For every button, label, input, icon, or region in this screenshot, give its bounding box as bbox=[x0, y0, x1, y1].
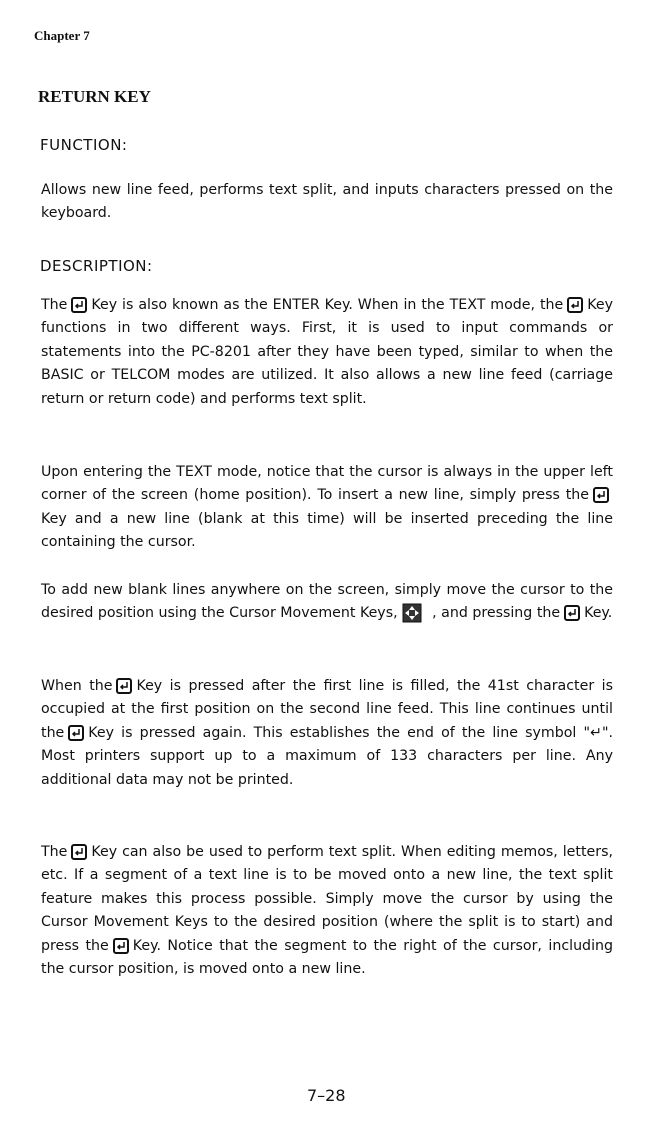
paragraph-1-part-c: Key functions in two different ways. First, it is used to input commands or statements into the PC-8201 after they have been typed, similar to when the BASIC or TELCOM modes are utilized. It also allows a new line feed (carriage return or return code) and performs text split. bbox=[41, 297, 613, 407]
paragraph-2 bbox=[41, 461, 613, 555]
return-key-icon bbox=[68, 725, 84, 741]
function-label: FUNCTION: bbox=[40, 136, 128, 154]
chapter-label: Chapter 7 bbox=[34, 28, 90, 43]
paragraph-4-part-b: Key is pressed after the first line is filled, the 41st character is occupied at the first position on the second line feed. This line continues until the bbox=[41, 678, 613, 741]
paragraph-2-part-a: Upon entering the TEXT mode, notice that the cursor is always in the upper left corner of the screen (home position). To insert a new line, simply press the bbox=[41, 464, 613, 504]
paragraph-4 bbox=[41, 675, 613, 792]
paragraph-4-part-a: When the bbox=[41, 678, 113, 694]
return-key-icon bbox=[564, 605, 580, 621]
function-text: Allows new line feed, performs text split, and inputs characters pressed on the keyboard. bbox=[41, 182, 613, 222]
page-number: 7–28 bbox=[307, 1086, 346, 1105]
cursor-movement-keys-icon bbox=[402, 603, 422, 623]
paragraph-1-part-a: The bbox=[41, 297, 68, 313]
paragraph-2-part-b: Key and a new line (blank at this time) will be inserted preceding the line containing the cursor. bbox=[41, 510, 613, 551]
paragraph-4-part-c: Key is pressed again. This establishes the end of the line symbol "↵". Most printers support up to a maximum of 133 characters per line. Any additional data may not be printed. bbox=[41, 724, 613, 788]
paragraph-3-part-a: To add new blank lines anywhere on the screen, simply move the cursor to the desired position using the Cursor Movement Keys, bbox=[41, 582, 613, 622]
return-key-icon bbox=[567, 297, 583, 313]
paragraph-3-part-c: Key. bbox=[584, 605, 613, 622]
return-key-icon bbox=[116, 678, 132, 694]
description-label: DESCRIPTION: bbox=[40, 257, 153, 275]
paragraph-3 bbox=[41, 579, 613, 626]
return-key-icon bbox=[113, 938, 129, 954]
paragraph-5-part-c: Key. Notice that the segment to the right of the cursor, including the cursor position, is moved onto a new line. bbox=[41, 937, 614, 978]
return-key-icon bbox=[71, 297, 87, 313]
section-heading: RETURN KEY bbox=[38, 87, 151, 106]
paragraph-1-part-b: Key is also known as the ENTER Key. When in the TEXT mode, the bbox=[91, 297, 564, 313]
paragraph-5-part-a: The bbox=[41, 844, 68, 860]
paragraph-5-part-b: Key can also be used to perform text split. When editing memos, letters, etc. If a segment of a text line is to be moved onto a new line, the text split feature makes this process possible. Simply move the cursor by using the Cursor Movement Keys to the desired position (where the split is to start) and press the bbox=[41, 844, 613, 954]
paragraph-5 bbox=[41, 841, 613, 981]
paragraph-3-part-b: , and pressing the bbox=[432, 605, 561, 622]
return-key-icon bbox=[593, 487, 609, 503]
return-key-icon bbox=[71, 844, 87, 860]
paragraph-1 bbox=[41, 294, 613, 411]
